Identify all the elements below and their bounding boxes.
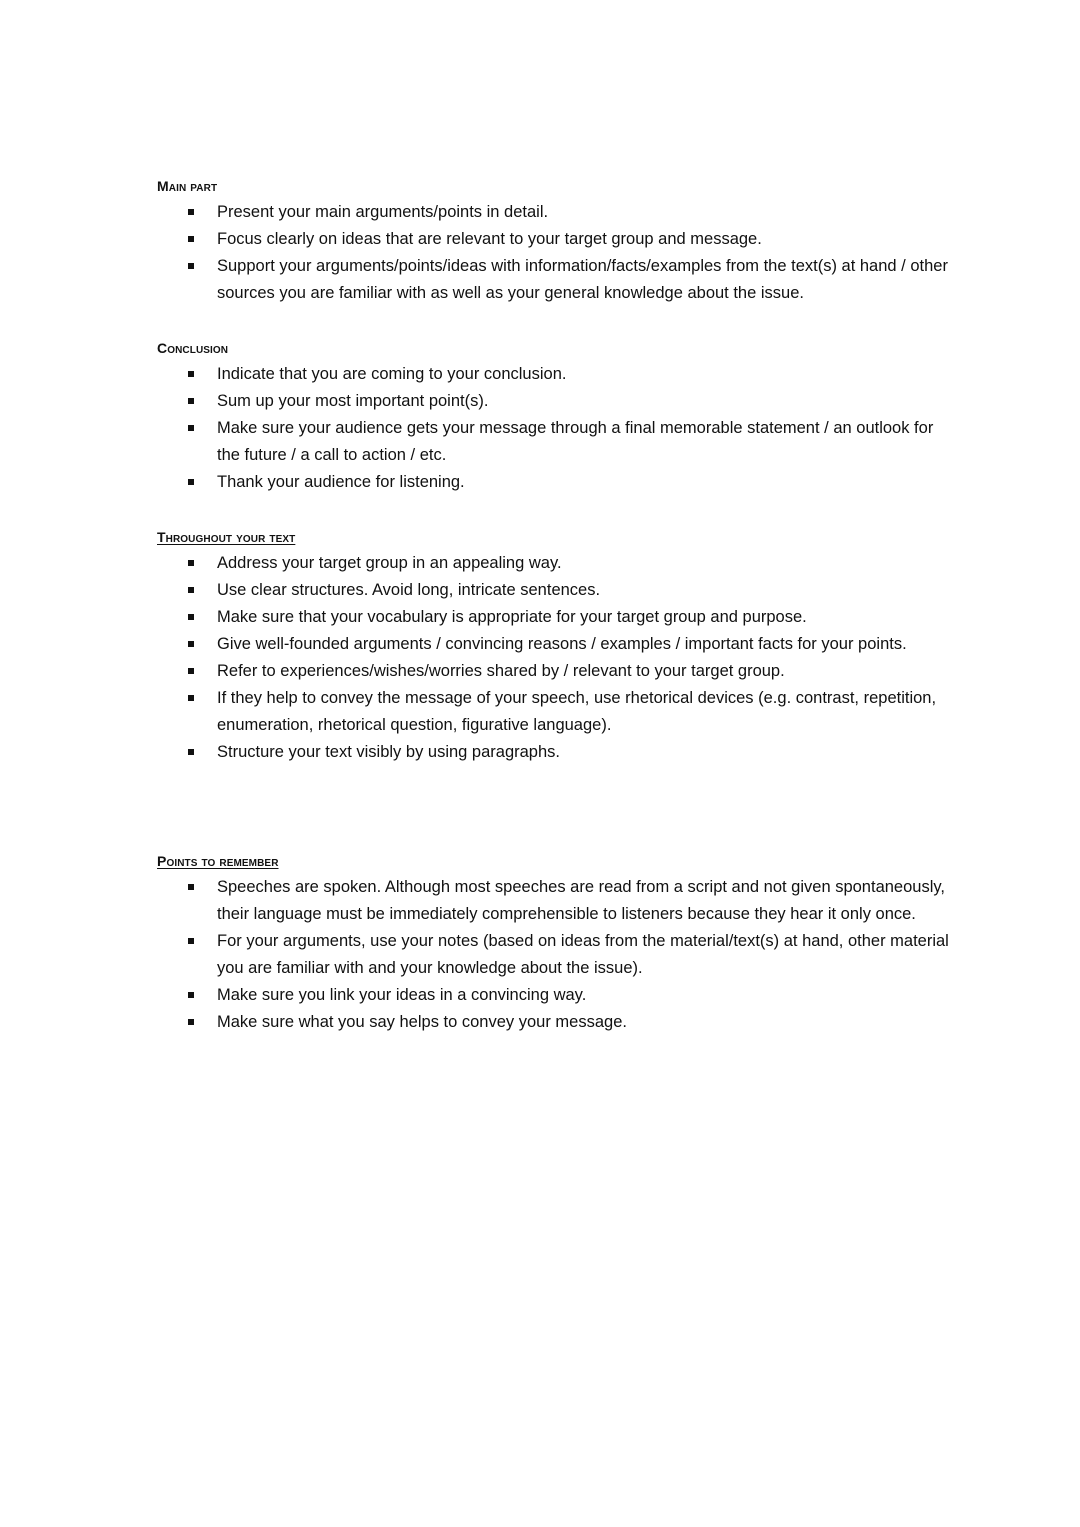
square-bullet-icon — [188, 884, 194, 890]
section-heading-throughout-your-text: Throughout your text — [157, 529, 296, 545]
list-item-text: Refer to experiences/wishes/worries shared by / relevant to your target group. — [217, 662, 785, 680]
list-item — [157, 631, 957, 658]
square-bullet-icon — [188, 938, 194, 944]
square-bullet-icon — [188, 749, 194, 755]
square-bullet-icon — [188, 587, 194, 593]
section-main-part — [157, 177, 957, 307]
square-bullet-icon — [188, 398, 194, 404]
square-bullet-icon — [188, 1019, 194, 1025]
list-item-text: Make sure you link your ideas in a convincing way. — [217, 986, 587, 1004]
square-bullet-icon — [188, 236, 194, 242]
list-item-text: Use clear structures. Avoid long, intricate sentences. — [217, 581, 601, 599]
list-item — [157, 199, 957, 226]
list-item-text: Indicate that you are coming to your conclusion. — [217, 365, 567, 383]
square-bullet-icon — [188, 560, 194, 566]
square-bullet-icon — [188, 668, 194, 674]
section-conclusion — [157, 339, 957, 496]
square-bullet-icon — [188, 263, 194, 269]
list-item-text: Sum up your most important point(s). — [217, 392, 489, 410]
list-item — [157, 658, 957, 685]
list-item — [157, 604, 957, 631]
bullet-list-throughout-your-text — [157, 550, 957, 766]
section-heading-points-to-remember: Points to remember — [157, 853, 279, 869]
list-item — [157, 874, 957, 928]
square-bullet-icon — [188, 371, 194, 377]
bullet-list-main-part — [157, 199, 957, 307]
section-points-to-remember — [157, 852, 957, 1036]
bullet-list-points-to-remember — [157, 874, 957, 1036]
list-item-text: Make sure your audience gets your message through a final memorable statement / an outlook for the future / a call to action / etc. — [217, 419, 934, 464]
square-bullet-icon — [188, 641, 194, 647]
section-heading-main-part: Main part — [157, 178, 218, 194]
list-item — [157, 739, 957, 766]
list-item — [157, 577, 957, 604]
list-item — [157, 469, 957, 496]
bullet-list-conclusion — [157, 361, 957, 496]
list-item-text: Present your main arguments/points in detail. — [217, 203, 549, 221]
list-item-text: If they help to convey the message of your speech, use rhetorical devices (e.g. contrast, repetition, enumeration, rhetorical question, figurative language). — [217, 689, 937, 734]
list-item-text: Address your target group in an appealing way. — [217, 554, 562, 572]
square-bullet-icon — [188, 695, 194, 701]
list-item-text: Speeches are spoken. Although most speeches are read from a script and not given spontaneously, their language must be immediately comprehensible to listeners because they hear it only once. — [217, 878, 945, 923]
list-item-text: Make sure that your vocabulary is appropriate for your target group and purpose. — [217, 608, 807, 626]
list-item — [157, 982, 957, 1009]
list-item-text: Give well-founded arguments / convincing reasons / examples / important facts for your points. — [217, 635, 907, 653]
list-item-text: Support your arguments/points/ideas with information/facts/examples from the text(s) at hand / other sources you are familiar with as well as your general knowledge about the issue. — [217, 257, 948, 302]
square-bullet-icon — [188, 209, 194, 215]
list-item-text: Structure your text visibly by using paragraphs. — [217, 743, 560, 761]
list-item — [157, 253, 957, 307]
list-item-text: For your arguments, use your notes (based on ideas from the material/text(s) at hand, other material you are familiar with and your knowledge about the issue). — [217, 932, 949, 977]
square-bullet-icon — [188, 425, 194, 431]
square-bullet-icon — [188, 479, 194, 485]
list-item — [157, 1009, 957, 1036]
list-item — [157, 226, 957, 253]
list-item-text: Make sure what you say helps to convey your message. — [217, 1013, 627, 1031]
square-bullet-icon — [188, 992, 194, 998]
list-item-text: Focus clearly on ideas that are relevant to your target group and message. — [217, 230, 762, 248]
section-throughout-your-text — [157, 528, 957, 766]
list-item — [157, 415, 957, 469]
list-item — [157, 550, 957, 577]
square-bullet-icon — [188, 614, 194, 620]
list-item-text: Thank your audience for listening. — [217, 473, 465, 491]
list-item — [157, 685, 957, 739]
section-heading-conclusion: Conclusion — [157, 340, 229, 356]
list-item — [157, 361, 957, 388]
list-item — [157, 928, 957, 982]
list-item — [157, 388, 957, 415]
